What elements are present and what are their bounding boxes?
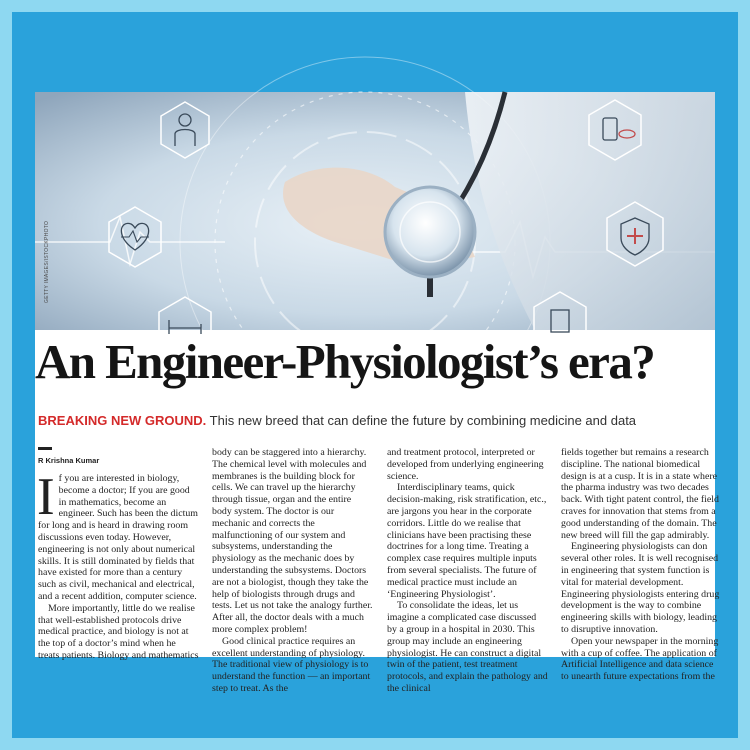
article-column-1 xyxy=(37,468,199,662)
byline-rule xyxy=(38,447,52,450)
column-2-paragraph-1: body can be staggered into a hierarchy. The chemical level with molecules and membranes is the building block for cells. We can travel up the hierarchy through tissue, organ and the entire body system. The doctor is our mechanic and corrects the malfunctioning of our system and subsystems, understanding the physiology as the mechanic does by understanding the subsystems. Doctors are not a biologist, though they take the help of biologists through drugs and tests. Let us not take the analogy further. After all, the doctor deals with a much more complex problem! xyxy=(212,447,373,635)
column-3-paragraph-2: Interdisciplinary teams, quick decision-making, risk stratification, etc., are jargons you hear in the corporate corridors. Little do we realise that clinicians have been practising these doctrines for a long time. Treating a complex case requires multiple inputs from several specialists. The future of medical practice must include an ‘Engineering Physiologist’. xyxy=(387,482,547,600)
article-column-2 xyxy=(212,447,373,695)
column-4-paragraph-1: fields together but remains a research discipline. The national biomedical design is at a cusp. It is in a state where the pharma industry was two decades back. With tight patent control, the field craves for innovation that stems from a good understanding of the domain. The new breed will fill the gap admirably. xyxy=(561,447,719,541)
headline: An Engineer-Physiologist’s era? xyxy=(35,334,655,389)
article-column-4 xyxy=(561,447,722,683)
photo-credit: GETTY IMAGES/ISTOCKPHOTO xyxy=(44,220,50,303)
byline: R Krishna Kumar xyxy=(38,456,100,465)
column-1-paragraph-2: More importantly, little do we realise that well-established protocols drive medical practice, and biology is not at the top of a doctor’s mind when he treats patients. Biology and mathematics xyxy=(38,602,199,661)
column-2-paragraph-2: Good clinical practice requires an excellent understanding of physiology. The traditional view of physiology is to understand the function — an important step to treat. As the xyxy=(212,635,371,694)
column-1-paragraph-1 xyxy=(37,468,199,603)
dek xyxy=(38,413,718,428)
article-card xyxy=(35,92,720,694)
column-3-paragraph-3: To consolidate the ideas, let us imagine a complicated case discussed by a group in a hospital in 2030. This group may include an engineering physiologist. He can construct a digital twin of the patient, test treatment protocols, and explain the pathology and the clinical xyxy=(387,600,548,694)
article-column-3 xyxy=(387,447,548,695)
column-3-paragraph-1: and treatment protocol, interpreted or developed from underlying engineering science. xyxy=(387,447,544,482)
dropcap: I xyxy=(37,468,55,526)
hero-illustration xyxy=(35,92,715,330)
column-4-paragraph-2: Engineering physiologists can don several other roles. It is well recognised in engineering that system function is vital for material development. Engineering physiologists entering drug development is the way to combine engineering skills with biology, leading to disruptive innovation. xyxy=(561,541,720,635)
column-4-paragraph-3: Open your newspaper in the morning with a cup of coffee. The application of Artificial Intelligence and data science to unearth future expectations from the xyxy=(561,635,719,683)
dek-kicker: BREAKING NEW GROUND. xyxy=(38,413,207,428)
dek-text: This new breed that can define the future by combining medicine and data xyxy=(206,413,637,428)
hero-photo xyxy=(35,92,715,330)
column-1-paragraph-1-text: f you are interested in biology, become a doctor; If you are good in mathematics, become an engineer. Such has been the dictum for long and is heard in drawing room discussions even today. However, engineering is not only about numerical skills. It is still dominated by fields that have existed for more than a century such as civil, mechanical and electrical, and a recent addition, computer science. xyxy=(38,473,198,602)
